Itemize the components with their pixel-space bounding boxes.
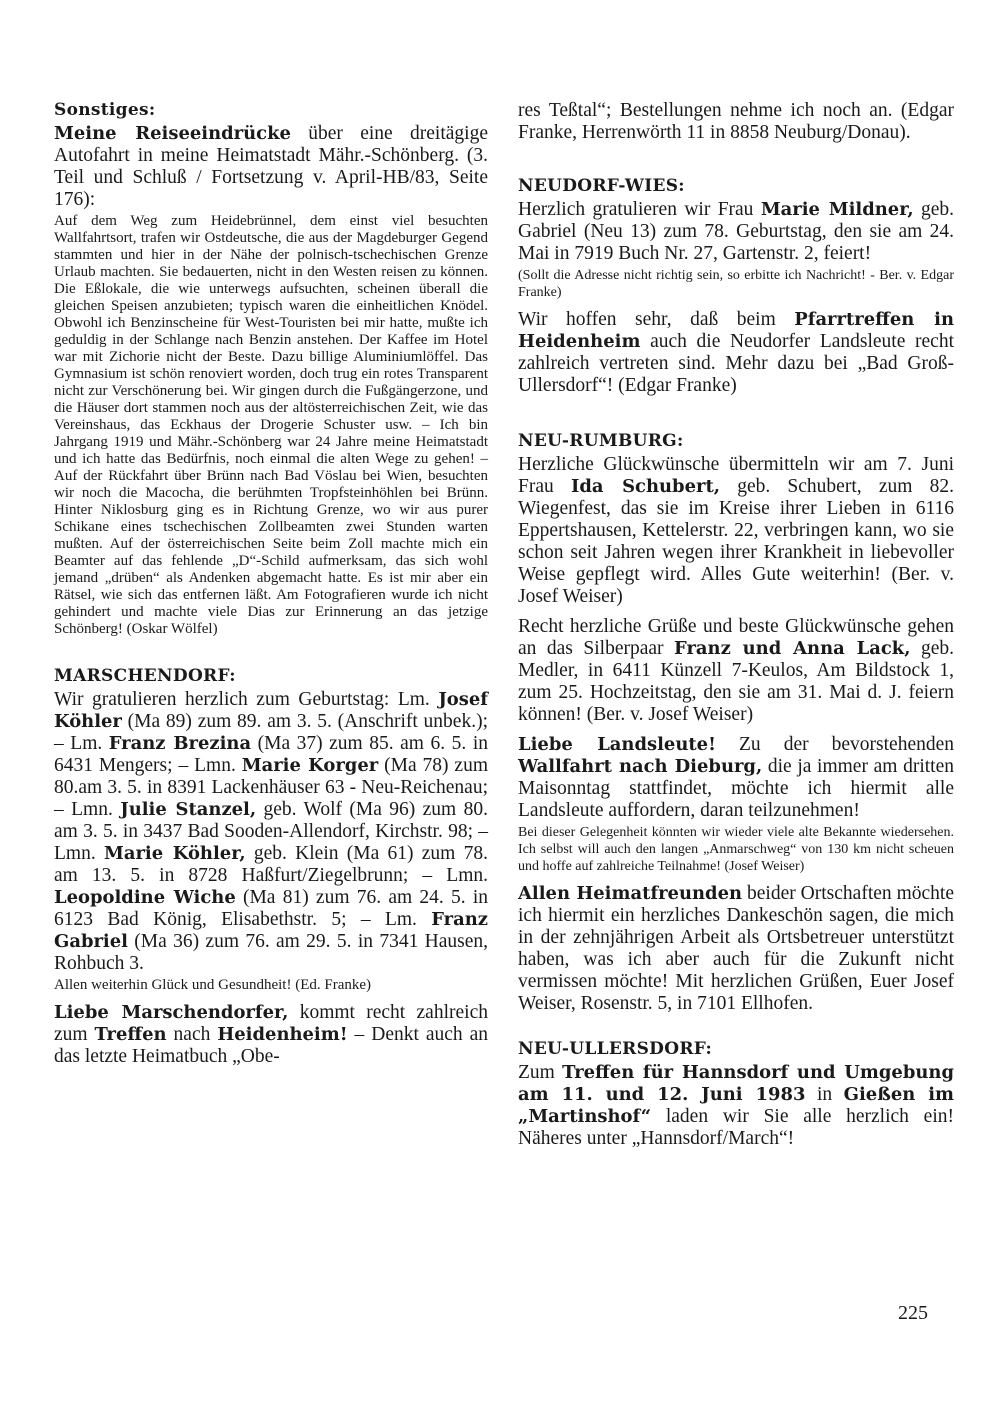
neudorf-note: (Sollt die Adresse nicht richtig sein, so erbitte ich Nachricht! - Ber. v. Edgar Franke) (518, 268, 954, 300)
text: geb. Klein (Ma 61) zum 78. am 13. 5. in 8728 Haßfurt/Ziegelbrunn; – Lmn. (54, 843, 488, 886)
text: geb. Gabriel (Neu 13) zum 78. Geburtstag, den sie am 24. Mai in 7919 Buch Nr. 27, Gartenstr. 2, feiert! (518, 199, 954, 264)
text: (Ma 89) zum 89. am 3. 5. (Anschrift unbek.); – Lm. (54, 711, 488, 754)
text: – Denkt auch an das letzte Heimatbuch „Obe- (54, 1024, 488, 1067)
section-marschendorf (54, 666, 488, 1068)
rumburg-wallfahrt (518, 734, 954, 822)
text: Wir gratulieren herzlich zum Geburtstag: Lm. (54, 689, 439, 710)
text: Herzlich gratulieren wir Frau (518, 199, 761, 220)
marschendorf-birthdays (54, 689, 488, 975)
bold-text: Marie Korger (241, 755, 379, 776)
section-neu-ullersdorf (518, 1039, 954, 1150)
section-gap (54, 646, 488, 666)
text: Herzliche Glückwünsche übermitteln wir am 7. Juni Frau (518, 454, 954, 497)
text: Zum (518, 1062, 563, 1083)
bold-text: Gießen im „Martinshof“ (518, 1084, 954, 1127)
text: Zu der bevorstehenden (715, 734, 955, 755)
bold-text: Treffen für Hannsdorf und Umgebung am 11. und 12. Juni 1983 (518, 1062, 954, 1105)
bold-text: Liebe Marschendorfer, (54, 1002, 289, 1023)
bold-text: Marie Mildner, (760, 199, 914, 220)
bold-text: Franz Brezina (108, 733, 252, 754)
bold-text: Leopoldine Wiche (54, 887, 236, 908)
rumburg-dank (518, 883, 954, 1015)
section-neudorf-wies (518, 176, 954, 397)
heading-marschendorf: MARSCHENDORF: (54, 666, 236, 686)
rumburg-silberpaar (518, 616, 954, 726)
heading-sonstiges: Sonstiges: (54, 100, 156, 120)
rumburg-birthday (518, 454, 954, 608)
bold-text: Julie Stanzel, (120, 799, 257, 820)
bold-text: Allen Heimatfreunden (518, 883, 743, 904)
bold-text: Franz und Anna Lack, (674, 638, 911, 659)
text: die ja immer am dritten Maisonntag stattfindet, möchte ich hiermit alle Landsleute auffordern, daran teilzunehmen! (518, 756, 954, 821)
text: über eine dreitägige Autofahrt in meine Heimatstadt Mähr.-Schönberg. (3. Teil und Schluß / Fortsetzung v. April-HB/83, Seite 176): (54, 123, 488, 210)
right-column (518, 100, 954, 1158)
text: geb. Medler, in 6411 Künzell 7-Keulos, Am Bildstock 1, zum 25. Hochzeitstag, den sie am 31. Mai d. J. feiern können! (Ber. v. Josef Weiser) (518, 638, 954, 725)
text: (Ma 78) zum 80.am 3. 5. in 8391 Lackenhäuser 63 - Neu-Reichenau; – Lmn. (54, 755, 488, 820)
bold-text: Ida Schubert, (570, 476, 720, 497)
text: in (805, 1084, 844, 1105)
left-column (54, 100, 488, 1076)
sonstiges-intro (54, 123, 488, 211)
bold-text: Treffen (94, 1024, 167, 1045)
text: auch die Neudorfer Landsleute recht zahlreich vertreten sind. Mehr dazu bei „Bad Groß-Ullersdorf“! (Edgar Franke) (518, 331, 954, 396)
marschendorf-treffen (54, 1002, 488, 1068)
bold-text: Heidenheim! (217, 1024, 348, 1045)
text: laden wir Sie alle herzlich ein! Näheres unter „Hannsdorf/March“! (518, 1106, 954, 1149)
text: kommt recht zahlreich zum (54, 1002, 488, 1045)
section-gap (518, 1023, 954, 1039)
sonstiges-body: Auf dem Weg zum Heidebrünnel, dem einst viel besuchten Wallfahrtsort, trafen wir Ostdeutsche, die aus der Magdeburger Gegend stammten und hier in der Nähe der polnisch-tschechischen Grenze Urlaub machten. Sie bedauerten, nicht in den Westen reisen zu können. Die Eßlokale, die wie unterwegs aufsuchten, scheinen überall die gleichen Speisen anzubieten; typisch waren die einheitlichen Knödel. Obwohl ich Benzinscheine für West-Touristen bei mir hatte, mußte ich geduldig in der Schlange nach Benzin anstehen. Der Kaffee im Hotel war mit Zichorie nicht der Beste. Dazu billige Aluminiumlöffel. Das Gymnasium ist schön renoviert worden, doch trug ein rotes Transparent nicht zur Verschönerung bei. Wir gingen durch die Fußgängerzone, und die Häuser dort stammen noch aus der altösterreichischen Zeit, wie das Vereinshaus, das Eckhaus der Drogerie Schuster usw. – Ich bin Jahrgang 1919 und Mähr.-Schönberg war 24 Jahre meine Heimatstadt und ich hatte das Bedürfnis, noch einmal die alten Wege zu gehen! – Auf der Rückfahrt über Brünn nach Bad Vöslau bei Wien, besuchten wir noch die Macocha, die berühmten Tropfsteinhöhlen bei Brünn. Hinter Niklosburg ging es in Richtung Grenze, wo wir aus purer Schikane eines tschechischen Zollbeamten zwei Stunden warten mußten. Auf der österreichischen Seite beim Zoll machte mich ein Beamter auf das fehlende „D“-Schild aufmerksam, das sich wohl jemand „drüben“ als Andenken abgemacht hatte. Es ist mir aber ein Rätsel, wie sich das entfernen läßt. Am Fotografieren wurde ich nicht gehindert und machte viele Dias zur Erinnerung an das jetzige Schönberg! (Oskar Wölfel) (54, 213, 488, 637)
page-number: 225 (898, 1302, 928, 1324)
text: geb. Schubert, zum 82. Wiegenfest, das sie im Kreise ihrer Lieben in 6116 Eppertshausen, Kettelerstr. 22, verbringen kann, wo sie schon seit Jahren wegen ihrer Krankheit in liebevoller Weise gepflegt wird. Alles Gute weiterhin! (Ber. v. Josef Weiser) (518, 476, 954, 607)
bold-text: Josef Köhler (54, 689, 488, 732)
bold-text: Marie Köhler, (103, 843, 246, 864)
section-sonstiges (54, 100, 488, 638)
section-neu-rumburg (518, 431, 954, 1015)
text: (Ma 81) zum 76. am 24. 5. in 6123 Bad König, Elisabethstr. 5; – Lm. (54, 887, 489, 930)
bold-text: Franz Gabriel (54, 909, 488, 952)
text: beider Ortschaften möchte ich hiermit ein herzliches Dankeschön sagen, die mich in der zehnjährigen Arbeit als Ortsbetreuer unterstützt haben, was ich aber auch für die Zukunft nicht vermissen möchte! Mit herzlichen Grüßen, Euer Josef Weiser, Rosenstr. 5, in 7101 Ellhofen. (518, 883, 954, 1014)
bold-text: Wallfahrt nach Dieburg, (518, 756, 763, 777)
rumburg-note: Bei dieser Gelegenheit könnten wir wieder viele alte Bekannte wiedersehen. Ich selbst will auch den langen „Anmarschweg“ von 130 km nicht scheuen und hoffe auf zahlreiche Teilnahme! (Josef Weiser) (518, 825, 954, 874)
text: Wir hoffen sehr, daß beim (518, 309, 795, 330)
ullersdorf-treffen (518, 1062, 954, 1150)
text: (Ma 36) zum 76. am 29. 5. in 7341 Hausen, Rohbuch 3. (54, 931, 488, 974)
bold-text: Pfarrtreffen in Heidenheim (518, 309, 954, 352)
heading-neu-rumburg: NEU-RUMBURG: (518, 431, 684, 451)
heading-neu-ullersdorf: NEU-ULLERSDORF: (518, 1039, 713, 1059)
text: geb. Wolf (Ma 96) zum 80. am 3. 5. in 3437 Bad Sooden-Allendorf, Kirchstr. 98; – Lmn. (54, 799, 488, 864)
marschendorf-wishes: Allen weiterhin Glück und Gesundheit! (Ed. Franke) (54, 977, 371, 993)
bold-text: Liebe Landsleute! (518, 734, 716, 755)
continuation-text: res Teßtal“; Bestellungen nehme ich noch an. (Edgar Franke, Herrenwörth 11 in 8858 Neuburg/Donau). (518, 100, 954, 143)
text: Recht herzliche Grüße und beste Glückwünsche gehen an das Silberpaar (518, 616, 954, 659)
neudorf-pfarrtreffen (518, 309, 954, 397)
bold-text: Meine Reiseeindrücke (54, 123, 291, 144)
section-gap (518, 405, 954, 431)
neudorf-birthday (518, 199, 954, 265)
section-gap (518, 152, 954, 176)
text: nach (166, 1024, 218, 1045)
heading-neudorf-wies: NEUDORF-WIES: (518, 176, 685, 196)
text: (Ma 37) zum 85. am 6. 5. in 6431 Mengers; – Lmn. (54, 733, 488, 776)
